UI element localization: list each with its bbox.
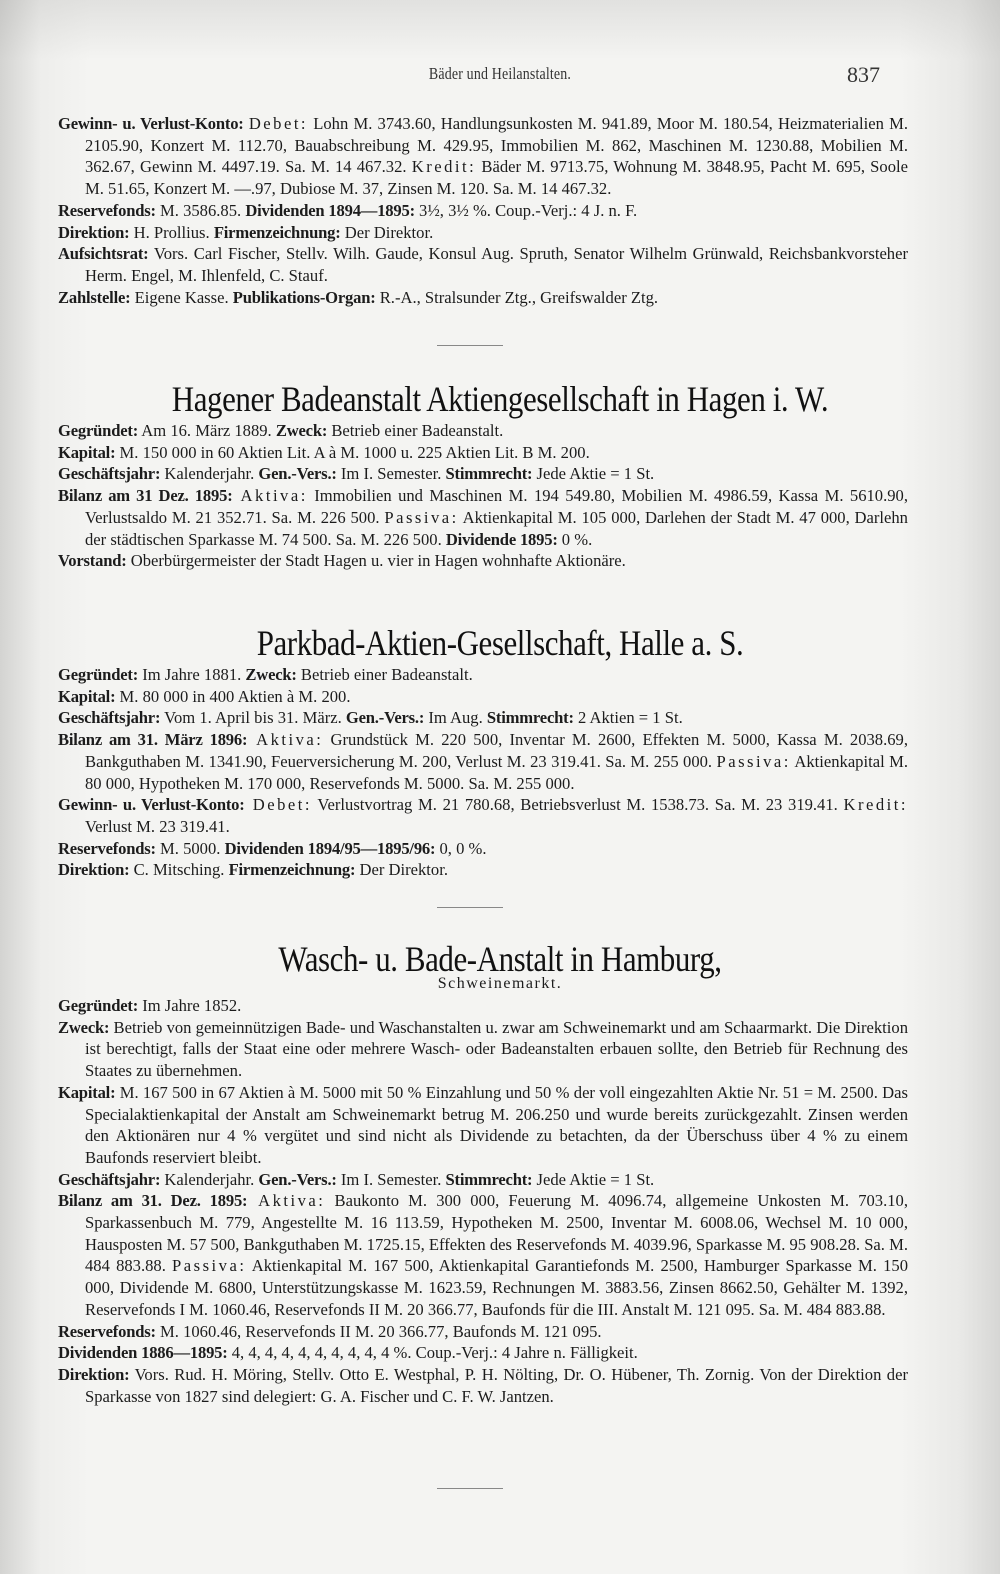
- entry-gewinn-verlust: Gewinn- u. Verlust-Konto: Debet: Lohn M. 3743.60, Handlungsunkosten M. 941.89, Moor M. 180.54, Heizmaterialien M. 2105.90, Konzert M. 112.70, Bauabschreibung M. 429.95, Immobilien M. 862, Maschinen M. 1230.88, Mobilien M. 362.67, Gewinn M. 4497.19. Sa. M. 14 467.32. Kredit: Bäder M. 9713.75, Wohnung M. 3848.95, Pacht M. 695, Soole M. 51.65, Konzert M. —.97, Dubiose M. 37, Zinsen M. 120. Sa. M. 14 467.32.: [58, 114, 908, 199]
- entry-reservefonds: Reservefonds: M. 1060.46, Reservefonds II M. 20 366.77, Baufonds M. 121 095.: [58, 1321, 602, 1341]
- company-title-hamburg: Wasch- u. Bade-Anstalt in Hamburg,: [278, 939, 722, 979]
- company-title-hagen: Hagener Badeanstalt Aktiengesellschaft in Hagen i. W.: [171, 379, 829, 419]
- entry-aufsichtsrat: Aufsichtsrat: Vors. Carl Fischer, Stellv. Wilh. Gaude, Konsul Aug. Spruth, Senator Wilhelm Grünwald, Reichsbankvorsteher Herm. Engel, M. Ihlenfeld, C. Stauf.: [58, 244, 908, 285]
- entry-bilanz: Bilanz am 31. Dez. 1895: Aktiva: Baukonto M. 300 000, Feuerung M. 4096.74, allgemeine Unkosten M. 703.10, Sparkassenbuch M. 779, Angestellte M. 16 113.59, Hypotheken M. 2500, Inventar M. 6008.06, Wechsel M. 10 000, Hausposten M. 57 500, Bankguthaben M. 1725.15, Effekten des Reservefonds M. 4039.96, Sparkasse M. 95 908.28. Sa. M. 484 883.88. Passiva: Aktienkapital M. 167 500, Aktienkapital Garantiefonds M. 2500, Hamburger Sparkasse M. 150 000, Dividende M. 6800, Unterstützungskasse M. 1623.59, Rechnungen M. 3883.56, Zinsen 8662.50, Gehälter M. 1392, Reservefonds I M. 1060.46, Reservefonds II M. 20 366.77, Baufonds für die III. Anstalt M. 121 095. Sa. M. 484 883.88.: [58, 1191, 908, 1319]
- entry-direktion: Direktion: Vors. Rud. H. Möring, Stellv. Otto E. Westphal, P. H. Nölting, Dr. O. Hübener, Th. Zornig. Von der Direktion der Sparkasse von 1827 sind delegiert: G. A. Fischer und C. F. W. Jantzen.: [58, 1364, 908, 1406]
- entry-geschaeftsjahr: Geschäftsjahr: Kalenderjahr. Gen.-Vers.: Im I. Semester. Stimmrecht: Jede Aktie = 1 St.: [58, 1169, 655, 1189]
- entry-geschaeftsjahr: Geschäftsjahr: Kalenderjahr. Gen.-Vers.: Im I. Semester. Stimmrecht: Jede Aktie = 1 St.: [58, 464, 655, 484]
- entry-gegruendet: Gegründet: Im Jahre 1852.: [58, 996, 242, 1015]
- section-previous-company: [58, 113, 908, 308]
- section-hagen: [58, 420, 908, 572]
- entry-gewinn-verlust: Gewinn- u. Verlust-Konto: Debet: Verlustvortrag M. 21 780.68, Betriebsverlust M. 1538.73. Sa. M. 23 319.41. Kredit: Verlust M. 23 319.41.: [58, 795, 908, 836]
- page-number: 837: [847, 62, 880, 87]
- entry-kapital: Kapital: M. 167 500 in 67 Aktien à M. 5000 mit 50 % Einzahlung und 50 % der voll eingezahlten Aktie Nr. 51 = M. 2500. Das Specialaktienkapital der Anstalt am Schweinemarkt betrug M. 206.250 und wurde bereits zurückgezahlt. Zinsen werden den Aktionären nur 4 % vergütet und sind nicht als Dividende zu betachten, da der Überschuss über 4 % zu einem Baufonds reserviert bleibt.: [58, 1082, 908, 1167]
- company-title-halle: Parkbad-Aktien-Gesellschaft, Halle a. S.: [256, 623, 744, 663]
- entry-bilanz: Bilanz am 31 Dez. 1895: Aktiva: Immobilien und Maschinen M. 194 549.80, Mobilien M. 4986.59, Kassa M. 5610.90, Verlustsaldo M. 21 352.71. Sa. M. 226 500. Passiva: Aktienkapital M. 105 000, Darlehen der Stadt M. 47 000, Darlehn der städtischen Sparkasse M. 74 500. Sa. M. 226 500. Dividende 1895: 0 %.: [58, 486, 908, 549]
- section-divider: [437, 907, 503, 908]
- entry-dividenden: Dividenden 1886—1895: 4, 4, 4, 4, 4, 4, 4, 4, 4, 4 %. Coup.-Verj.: 4 Jahre n. Fälligkeit.: [58, 1343, 638, 1363]
- entry-kapital: Kapital: M. 80 000 in 400 Aktien à M. 200.: [58, 686, 351, 706]
- entry-kapital: Kapital: M. 150 000 in 60 Aktien Lit. A à M. 1000 u. 225 Aktien Lit. B M. 200.: [58, 442, 590, 462]
- section-divider: [437, 1488, 503, 1489]
- entry-direktion: Direktion: H. Prollius. Firmenzeichnung: Der Direktor.: [58, 222, 434, 242]
- running-head: [0, 64, 1000, 94]
- section-divider: [437, 345, 503, 346]
- entry-zahlstelle: Zahlstelle: Eigene Kasse. Publikations-Organ: R.-A., Stralsunder Ztg., Greifswalder Ztg.: [58, 287, 659, 307]
- entry-zweck: Zweck: Betrieb von gemeinnützigen Bade- und Waschanstalten u. zwar am Schweinemarkt und am Schaarmarkt. Die Direktion ist berechtigt, falls der Staat eine oder mehrere Wasch- oder Badeanstalten erbauen sollte, den Betrieb für Rechnung des Staates zu übernehmen.: [58, 1017, 908, 1081]
- company-subtitle-hamburg: Schweinemarkt.: [437, 975, 563, 992]
- entry-gegruendet: Gegründet: Im Jahre 1881. Zweck: Betrieb einer Badeanstalt.: [58, 665, 473, 684]
- section-hamburg: [58, 995, 908, 1407]
- entry-direktion: Direktion: C. Mitsching. Firmenzeichnung: Der Direktor.: [58, 860, 448, 880]
- entry-reservefonds: Reservefonds: M. 3586.85. Dividenden 1894—1895: 3½, 3½ %. Coup.-Verj.: 4 J. n. F.: [58, 200, 638, 220]
- entry-vorstand: Vorstand: Oberbürgermeister der Stadt Hagen u. vier in Hagen wohnhafte Aktionäre.: [58, 551, 626, 571]
- entry-gegruendet: Gegründet: Am 16. März 1889. Zweck: Betrieb einer Badeanstalt.: [58, 421, 504, 440]
- running-title: Bäder und Heilanstalten.: [428, 64, 572, 83]
- section-halle: [58, 664, 908, 881]
- entry-geschaeftsjahr: Geschäftsjahr: Vom 1. April bis 31. März. Gen.-Vers.: Im Aug. Stimmrecht: 2 Aktien = 1 St.: [58, 708, 683, 728]
- entry-reservefonds: Reservefonds: M. 5000. Dividenden 1894/95—1895/96: 0, 0 %.: [58, 838, 487, 858]
- entry-bilanz: Bilanz am 31. März 1896: Aktiva: Grundstück M. 220 500, Inventar M. 2600, Effekten M. 5000, Kassa M. 2038.69, Bankguthaben M. 1341.90, Feuerversicherung M. 200, Verlust M. 23 319.41. Sa. M. 255 000. Passiva: Aktienkapital M. 80 000, Hypotheken M. 170 000, Reservefonds M. 5000. Sa. M. 255 000.: [58, 730, 908, 793]
